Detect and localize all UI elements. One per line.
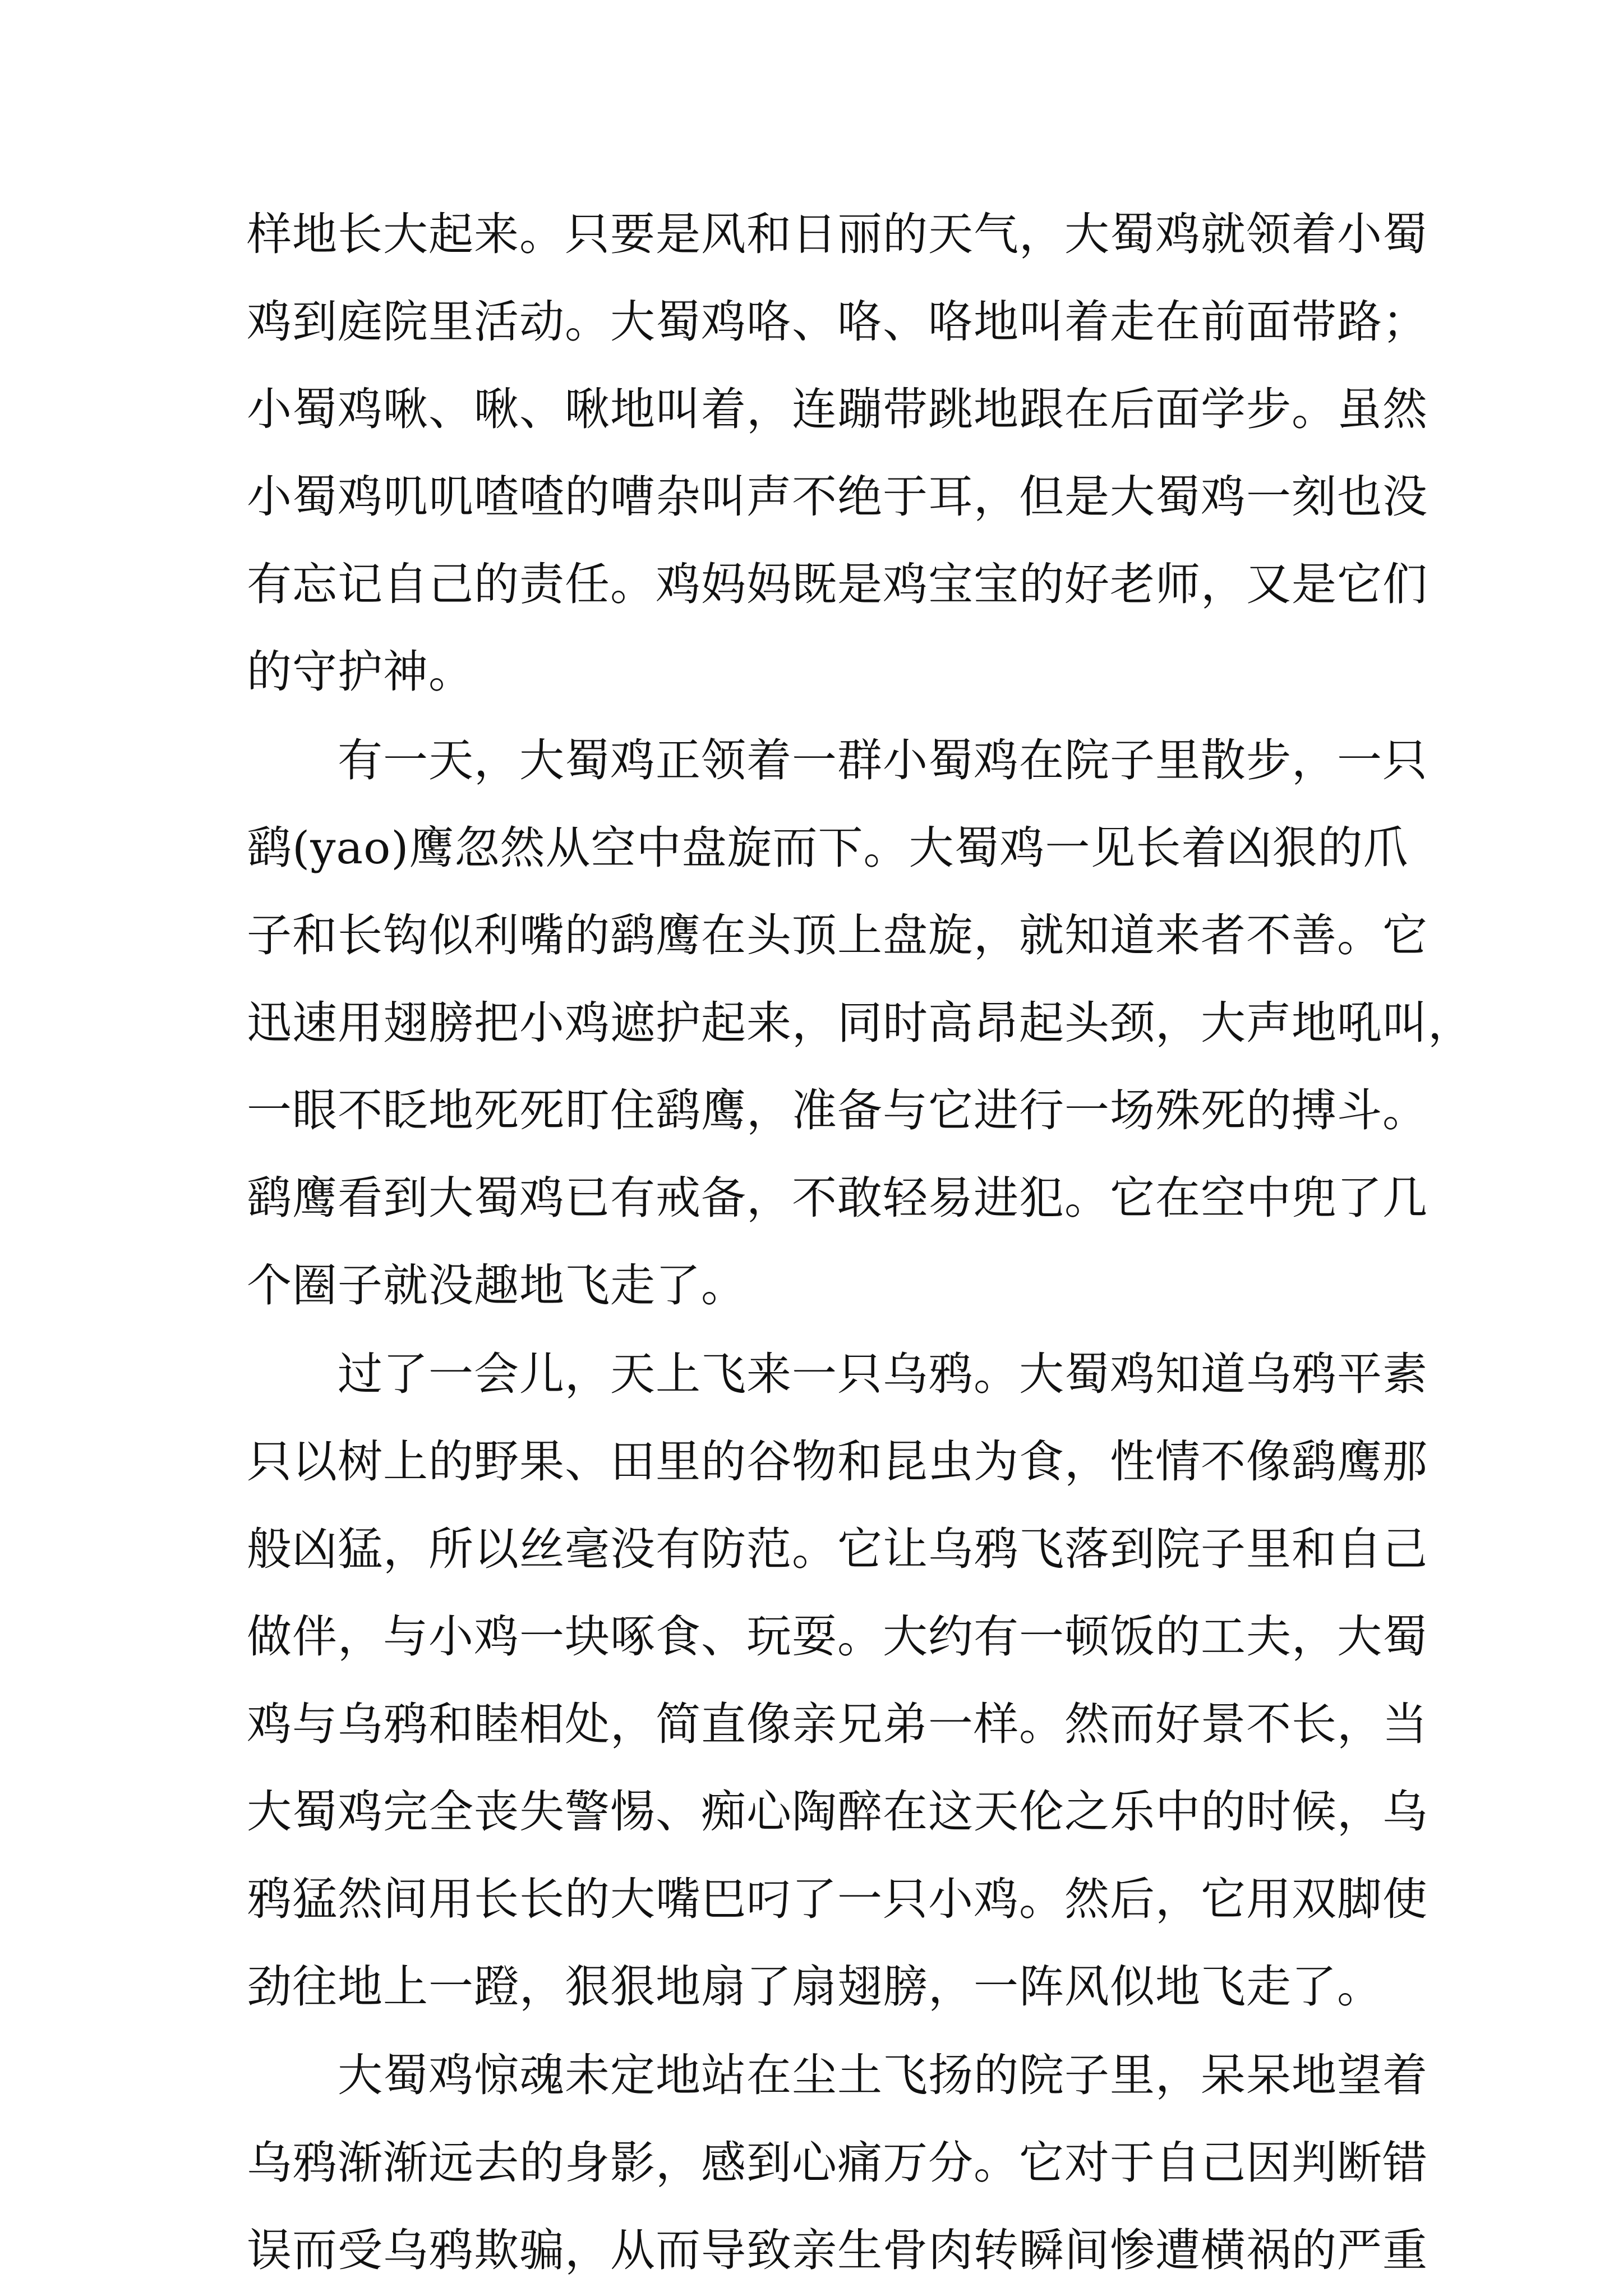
text-line: 鸦猛然间用长长的大嘴巴叼了一只小鸡。然后，它用双脚使 [247, 1873, 1428, 1925]
text-line: 乌鸦渐渐远去的身影，感到心痛万分。它对于自己因判断错 [247, 2137, 1428, 2189]
text-line: 鸡与乌鸦和睦相处，简直像亲兄弟一样。然而好景不长，当 [247, 1698, 1428, 1750]
text-line: 小蜀鸡叽叽喳喳的嘈杂叫声不绝于耳，但是大蜀鸡一刻也没 [247, 471, 1428, 523]
text-line: 做伴，与小鸡一块啄食、玩耍。大约有一顿饭的工夫，大蜀 [247, 1611, 1428, 1663]
text-line: 样地长大起来。只要是风和日丽的天气，大蜀鸡就领着小蜀 [247, 208, 1428, 260]
text-line: 般凶猛，所以丝毫没有防范。它让乌鸦飞落到院子里和自己 [247, 1523, 1428, 1575]
text-line: 大蜀鸡惊魂未定地站在尘土飞扬的院子里，呆呆地望着 [247, 2049, 1428, 2101]
text-line: 鸡到庭院里活动。大蜀鸡咯、咯、咯地叫着走在前面带路； [247, 296, 1428, 348]
text-line: 迅速用翅膀把小鸡遮护起来，同时高昂起头颈，大声地吼叫， [247, 997, 1473, 1049]
text-line: 劲往地上一蹬，狠狠地扇了扇翅膀，一阵风似地飞走了。 [247, 1961, 1382, 2013]
text-line: 大蜀鸡完全丧失警惕、痴心陶醉在这天伦之乐中的时候，乌 [247, 1786, 1428, 1838]
text-line: 有一天，大蜀鸡正领着一群小蜀鸡在院子里散步，一只 [247, 734, 1428, 786]
text-line: 鹞鹰看到大蜀鸡已有戒备，不敢轻易进犯。它在空中兜了几 [247, 1172, 1428, 1224]
text-line: 有忘记自己的责任。鸡妈妈既是鸡宝宝的好老师，又是它们 [247, 558, 1428, 610]
text-line: 只以树上的野果、田里的谷物和昆虫为食，性情不像鹞鹰那 [247, 1435, 1428, 1488]
text-line: 子和长钩似利嘴的鹞鹰在头顶上盘旋，就知道来者不善。它 [247, 909, 1428, 961]
text-line: 小蜀鸡啾、啾、啾地叫着，连蹦带跳地跟在后面学步。虽然 [247, 383, 1428, 435]
text-line: 鹞(yao)鹰忽然从空中盘旋而下。大蜀鸡一见长着凶狠的爪 [247, 822, 1409, 874]
text-line: 过了一会儿，天上飞来一只乌鸦。大蜀鸡知道乌鸦平素 [247, 1348, 1428, 1400]
text-line: 的守护神。 [247, 646, 474, 698]
text-line: 一眼不眨地死死盯住鹞鹰，准备与它进行一场殊死的搏斗。 [247, 1084, 1428, 1137]
text-line: 误而受乌鸦欺骗，从而导致亲生骨肉转瞬间惨遭横祸的严重 [247, 2224, 1428, 2276]
text-line: 个圈子就没趣地飞走了。 [247, 1259, 746, 1312]
